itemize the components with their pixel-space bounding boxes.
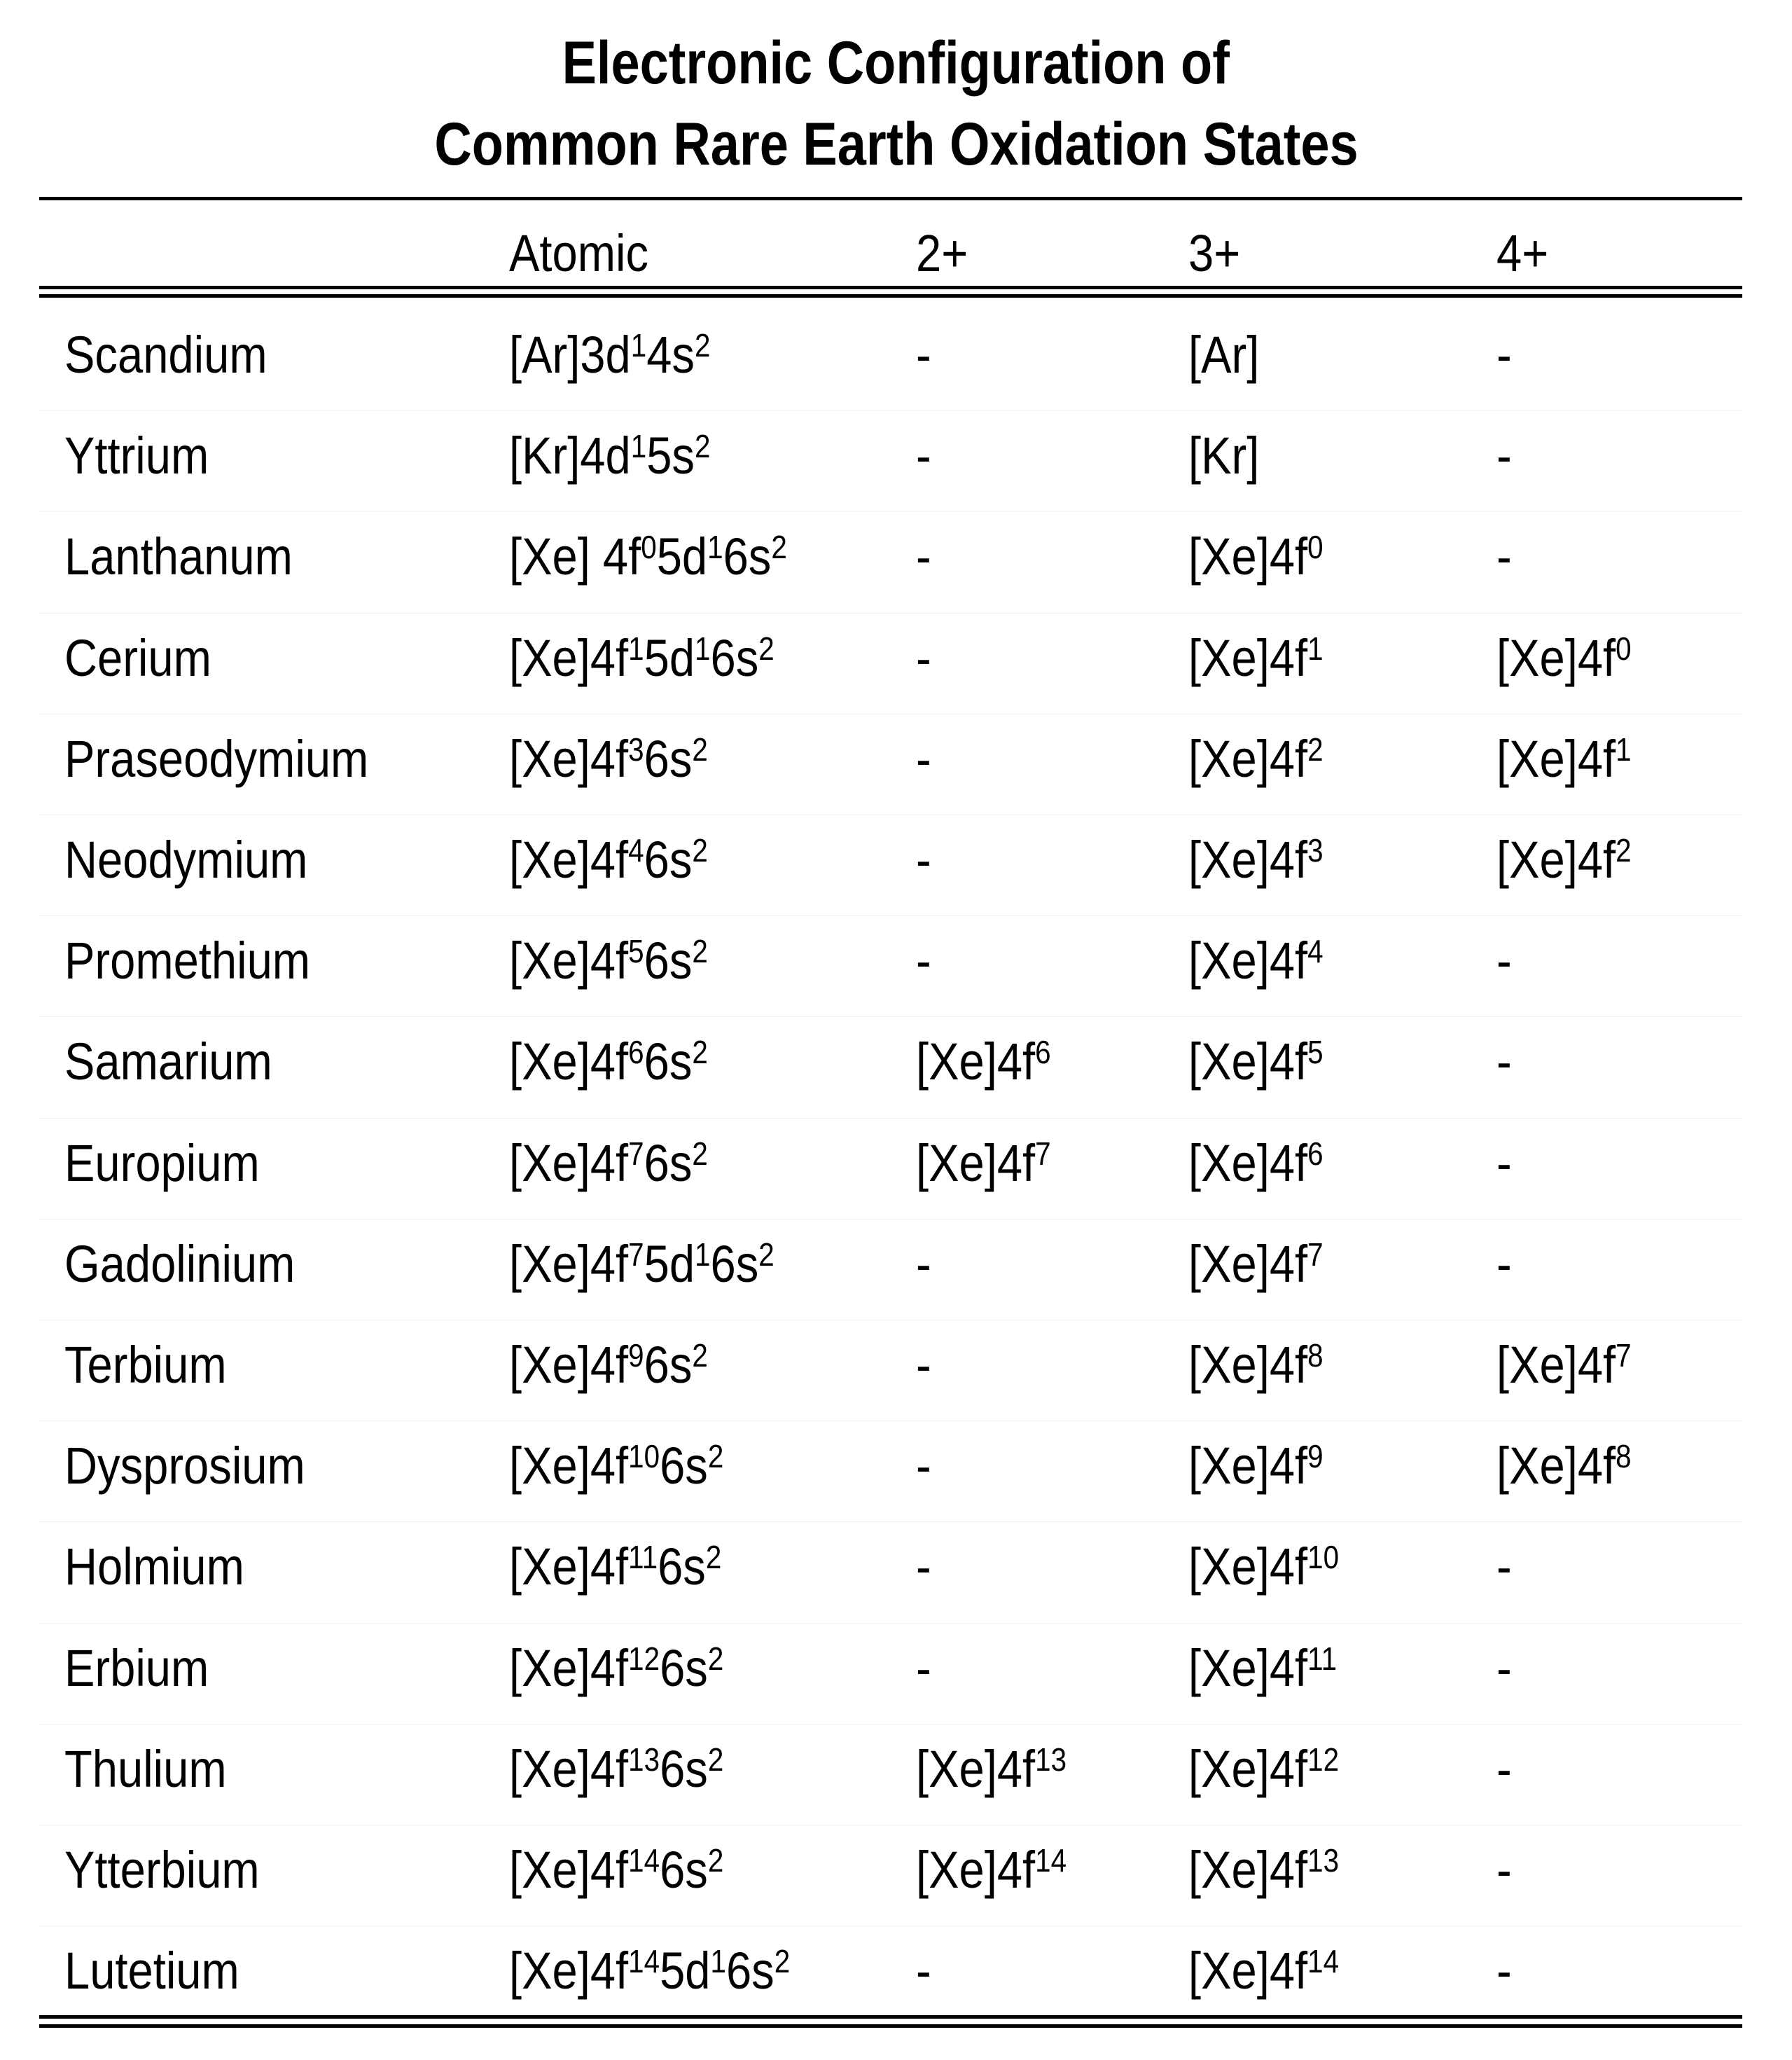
element-name: Lutetium — [64, 1942, 239, 2000]
element-name: Terbium — [64, 1336, 227, 1394]
atomic-config: $[Xe]4f^76s^2$ — [509, 1133, 708, 1192]
row-separator — [39, 915, 1742, 916]
config-2plus: - — [916, 527, 931, 586]
config-4plus: - — [1496, 1942, 1512, 2000]
element-name: Neodymium — [64, 831, 308, 889]
config-3plus: $[Xe]4f^0$ — [1188, 527, 1324, 586]
config-3plus: $[Xe]4f^{13}$ — [1188, 1841, 1340, 1899]
bottom-rule-lower — [39, 2024, 1742, 2028]
element-name: Promethium — [64, 932, 311, 990]
row-separator — [39, 1623, 1742, 1624]
element-name: Lanthanum — [64, 527, 293, 586]
atomic-config: $[Xe]4f^56s^2$ — [509, 932, 708, 990]
title-line-1: Electronic Configuration of — [562, 29, 1230, 97]
header-rule-upper — [39, 286, 1742, 289]
config-3plus: $[Xe]4f^{12}$ — [1188, 1739, 1340, 1798]
atomic-config: [Xe] $4f^05d^16s^2$ — [509, 527, 787, 586]
config-4plus: - — [1496, 1133, 1512, 1192]
config-3plus: [Kr] — [1188, 427, 1260, 485]
header-rule-lower — [39, 294, 1742, 298]
config-3plus: $[Xe]4f^2$ — [1188, 729, 1324, 788]
config-3plus: $[Xe]4f^1$ — [1188, 628, 1324, 687]
config-2plus: - — [916, 831, 931, 889]
config-2plus: - — [916, 628, 931, 687]
config-4plus: - — [1496, 1234, 1512, 1293]
atomic-config: $[Xe]4f^15d^16s^2$ — [509, 628, 775, 687]
config-4plus: $[Xe]4f^7$ — [1496, 1336, 1632, 1394]
config-3plus: $[Xe]4f^4$ — [1188, 932, 1324, 990]
atomic-config: $[Xe]4f^{14}5d^16s^2$ — [509, 1942, 791, 2000]
row-separator — [39, 1118, 1742, 1119]
atomic-config: $[Kr]4d^15s^2$ — [509, 427, 711, 485]
config-4plus: - — [1496, 527, 1512, 586]
config-4plus: - — [1496, 1537, 1512, 1596]
config-2plus: - — [916, 729, 931, 788]
config-2plus: - — [916, 932, 931, 990]
config-3plus: $[Xe]4f^6$ — [1188, 1133, 1324, 1192]
config-3plus: $[Xe]4f^{14}$ — [1188, 1942, 1340, 2000]
element-name: Praseodymium — [64, 729, 369, 788]
config-2plus: $[Xe]4f^7$ — [916, 1133, 1051, 1192]
config-4plus: - — [1496, 1638, 1512, 1697]
config-4plus: - — [1496, 427, 1512, 485]
row-separator — [39, 511, 1742, 512]
config-3plus: $[Xe]4f^8$ — [1188, 1336, 1324, 1394]
config-4plus: - — [1496, 932, 1512, 990]
config-2plus: - — [916, 1537, 931, 1596]
config-2plus: - — [916, 1437, 931, 1495]
element-name: Yttrium — [64, 427, 209, 485]
config-3plus: $[Xe]4f^3$ — [1188, 831, 1324, 889]
top-rule — [39, 197, 1742, 200]
row-separator — [39, 1420, 1742, 1421]
config-3plus: $[Xe]4f^7$ — [1188, 1234, 1324, 1293]
atomic-config: $[Ar]3d^14s^2$ — [509, 326, 711, 384]
header-4plus: 4+ — [1496, 224, 1549, 282]
config-2plus: - — [916, 1942, 931, 2000]
config-2plus: - — [916, 326, 931, 384]
config-4plus: $[Xe]4f^2$ — [1496, 831, 1632, 889]
row-separator — [39, 613, 1742, 614]
atomic-config: $[Xe]4f^96s^2$ — [509, 1336, 708, 1394]
header-2plus: 2+ — [916, 224, 968, 282]
config-3plus: $[Xe]4f^5$ — [1188, 1032, 1324, 1091]
element-name: Samarium — [64, 1032, 272, 1091]
config-4plus: $[Xe]4f^1$ — [1496, 729, 1632, 788]
element-name: Gadolinium — [64, 1234, 296, 1293]
config-2plus: - — [916, 1234, 931, 1293]
element-name: Dysprosium — [64, 1437, 305, 1495]
config-4plus: - — [1496, 1841, 1512, 1899]
config-2plus: - — [916, 1638, 931, 1697]
config-2plus: $[Xe]4f^6$ — [916, 1032, 1051, 1091]
config-3plus: $[Xe]4f^9$ — [1188, 1437, 1324, 1495]
element-name: Europium — [64, 1133, 260, 1192]
atomic-config: $[Xe]4f^46s^2$ — [509, 831, 708, 889]
atomic-config: $[Xe]4f^{11}6s^2$ — [509, 1537, 722, 1596]
element-name: Scandium — [64, 326, 268, 384]
config-2plus: $[Xe]4f^{14}$ — [916, 1841, 1067, 1899]
config-4plus: - — [1496, 1739, 1512, 1798]
config-3plus: [Ar] — [1188, 326, 1260, 384]
config-4plus: $[Xe]4f^0$ — [1496, 628, 1632, 687]
header-3plus: 3+ — [1188, 224, 1241, 282]
config-2plus: - — [916, 427, 931, 485]
config-2plus: $[Xe]4f^{13}$ — [916, 1739, 1067, 1798]
header-atomic: Atomic — [509, 224, 649, 282]
atomic-config: $[Xe]4f^{12}6s^2$ — [509, 1638, 724, 1697]
bottom-rule-upper — [39, 2015, 1742, 2019]
config-4plus: $[Xe]4f^8$ — [1496, 1437, 1632, 1495]
element-name: Ytterbium — [64, 1841, 260, 1899]
config-2plus: - — [916, 1336, 931, 1394]
atomic-config: $[Xe]4f^{10}6s^2$ — [509, 1437, 724, 1495]
title-line-2: Common Rare Earth Oxidation States — [433, 111, 1359, 178]
config-4plus: - — [1496, 1032, 1512, 1091]
row-separator — [39, 1521, 1742, 1522]
atomic-config: $[Xe]4f^66s^2$ — [509, 1032, 708, 1091]
config-4plus: - — [1496, 326, 1512, 384]
element-name: Cerium — [64, 628, 211, 687]
atomic-config: $[Xe]4f^75d^16s^2$ — [509, 1234, 775, 1293]
element-name: Erbium — [64, 1638, 209, 1697]
config-3plus: $[Xe]4f^{10}$ — [1188, 1537, 1340, 1596]
atomic-config: $[Xe]4f^{13}6s^2$ — [509, 1739, 724, 1798]
atomic-config: $[Xe]4f^36s^2$ — [509, 729, 708, 788]
element-name: Thulium — [64, 1739, 227, 1798]
config-3plus: $[Xe]4f^{11}$ — [1188, 1638, 1338, 1697]
atomic-config: $[Xe]4f^{14}6s^2$ — [509, 1841, 724, 1899]
element-name: Holmium — [64, 1537, 244, 1596]
row-separator — [39, 410, 1742, 411]
row-separator — [39, 1016, 1742, 1017]
